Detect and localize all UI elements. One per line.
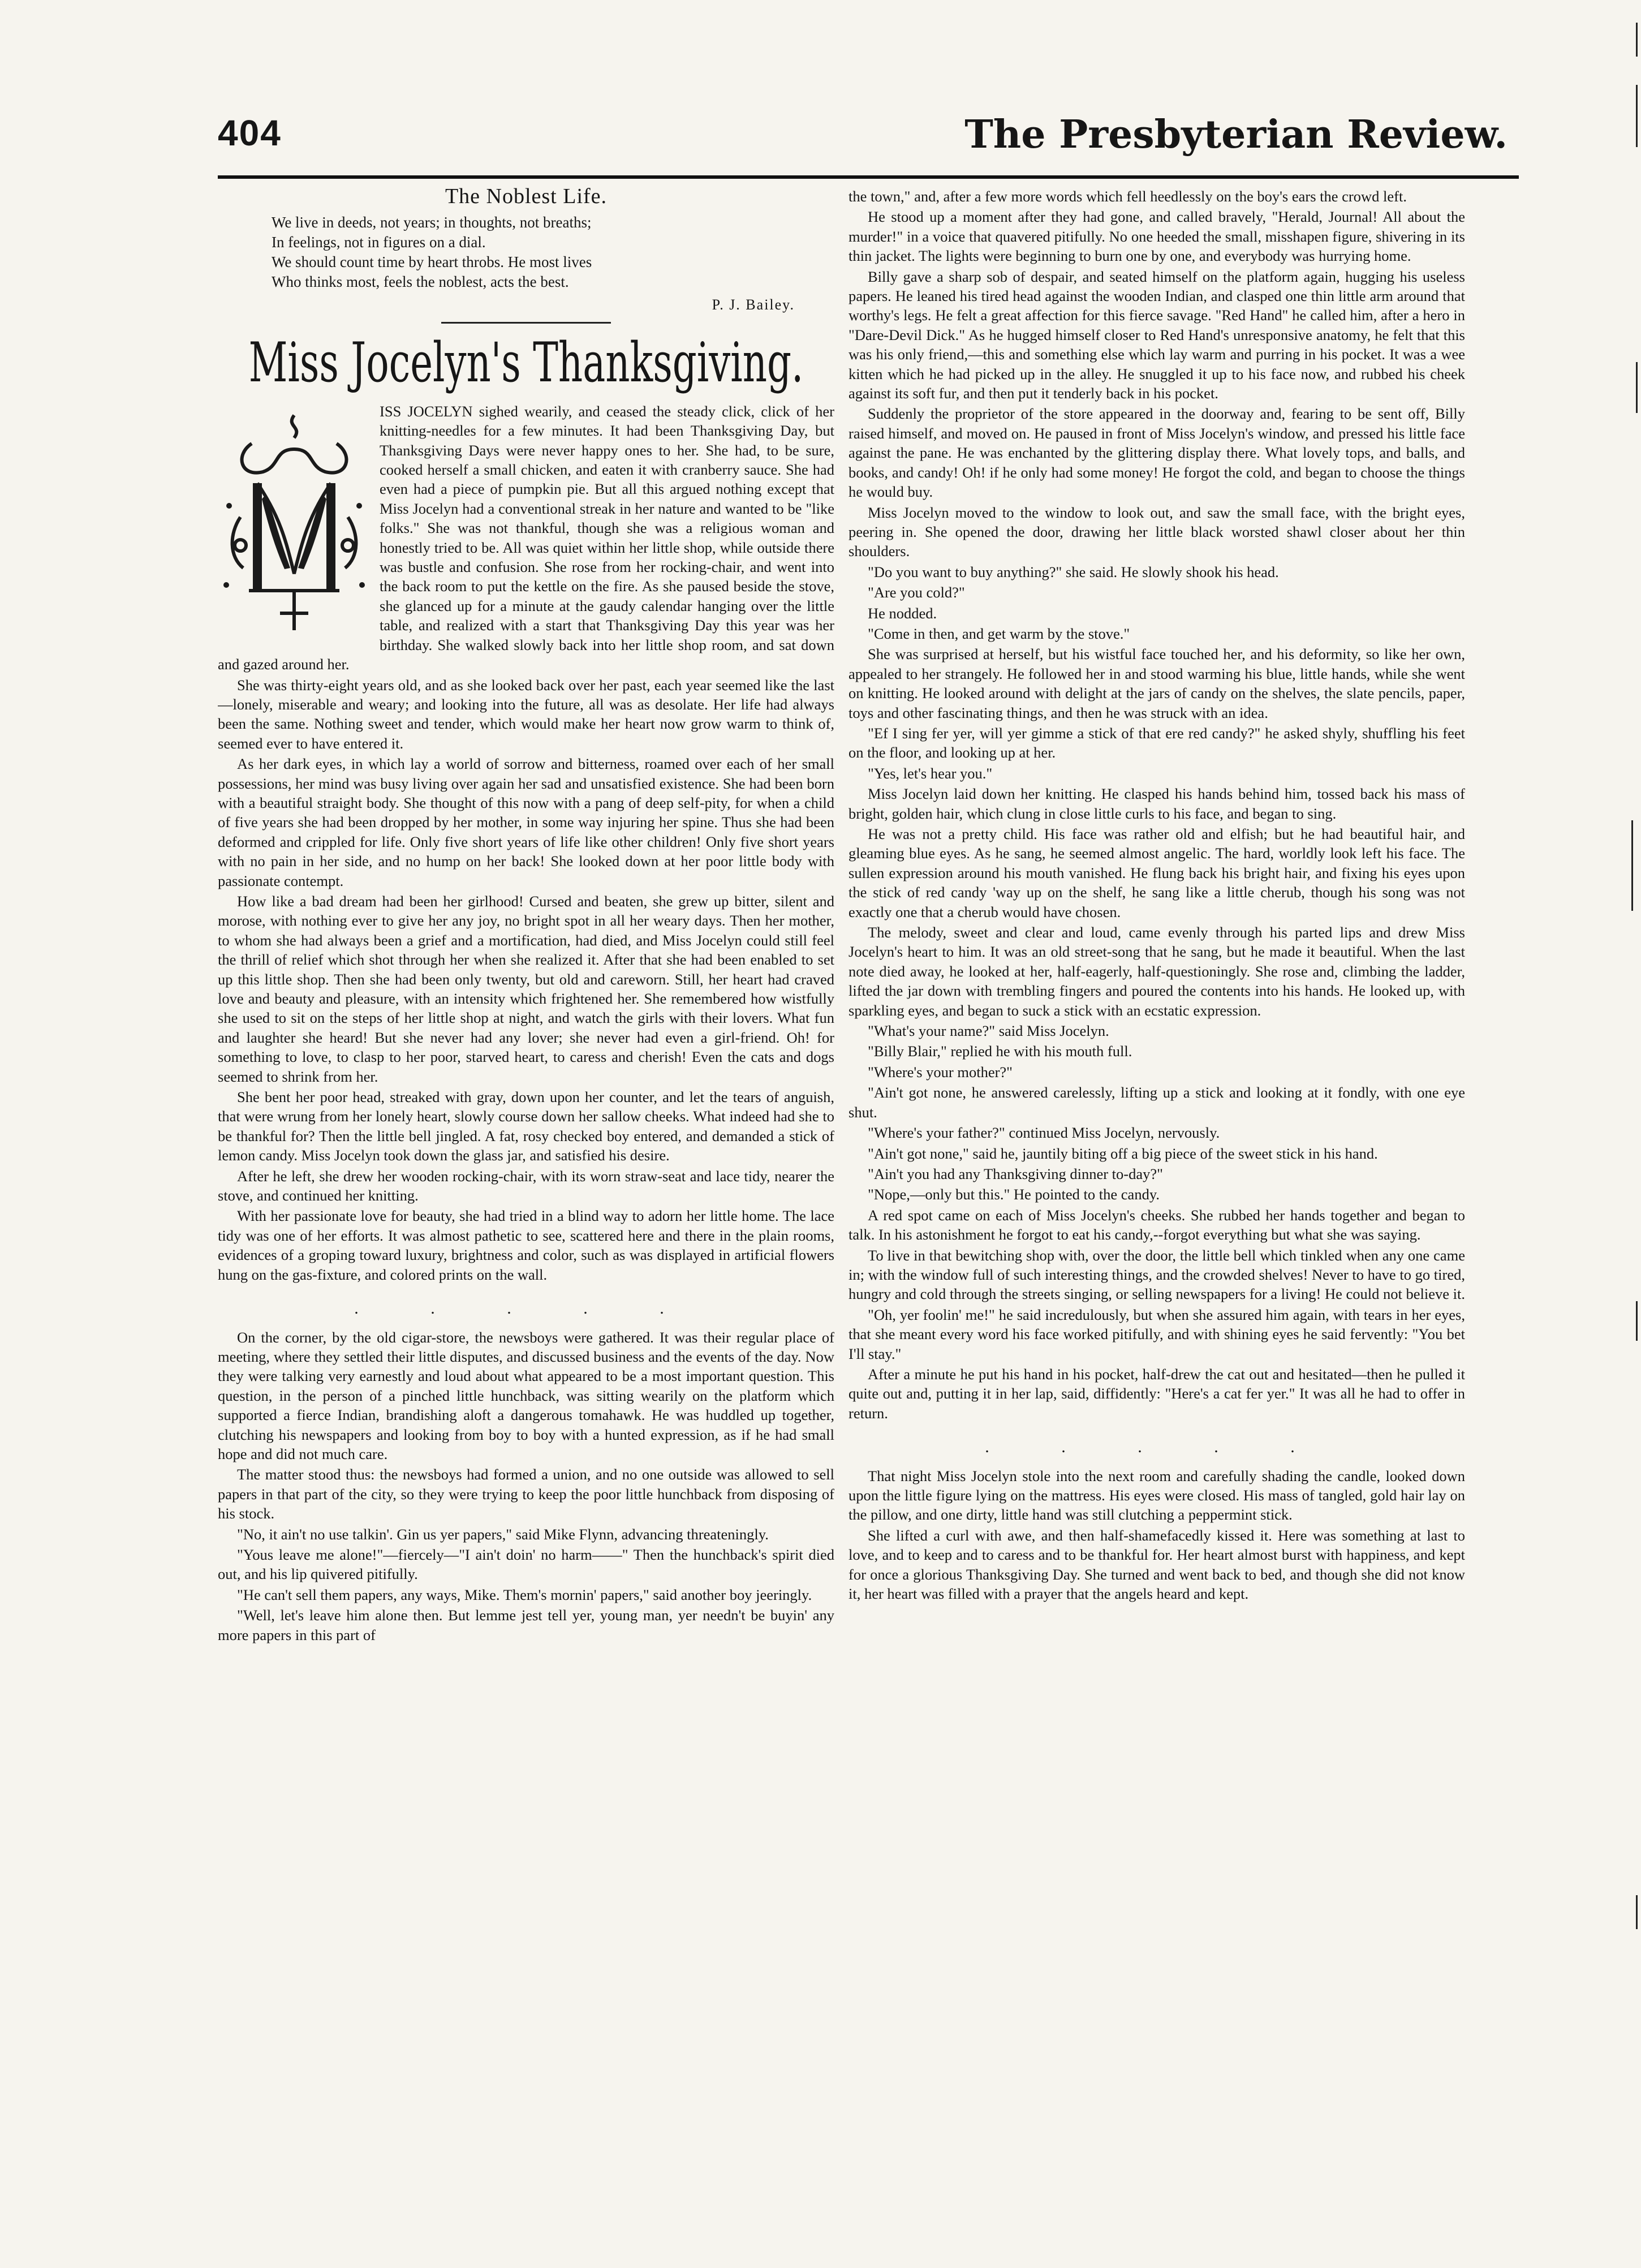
story-paragraph: After he left, she drew her wooden rocking-chair, with its worn straw-seat and lace tidy, nearer the stove, and continued her knitting. (218, 1167, 834, 1204)
story-paragraph: "Oh, yer foolin' me!" he said incredulously, but when she assured him again, with tears in her eyes, that she meant every word his face worked pitifully, and with shining eyes he said fervently: "You bet I'll stay." (849, 1306, 1465, 1362)
poem-body (218, 213, 834, 292)
story-paragraph: How like a bad dream had been her girlhood! Cursed and beaten, she grew up bitter, silent and morose, with nothing ever to give her any joy, no bright spot in all her weary days. Then her mother, to whom she had always been a grief and a mortification, had died, and Miss Jocelyn could still feel the thrill of relief which shot through her when she realized it. After that she had been enabled to set up this little shop. Then she had been only twenty, but old and careworn. Still, her heart had craved love and beauty and pleasure, with an intensity which frightened her. She remembered how wistfully she used to sit on the steps of her little shop at night, and watch the girls with their lovers. What fun and laughter she heard! But she never had any lover; she never had even a girl-friend. Oh! for something to love, to clasp to her poor, starved heart, to caress and cherish! Even the cats and dogs seemed to shrink from her. (218, 892, 834, 1085)
story-paragraph: She bent her poor head, streaked with gray, down upon her counter, and let the tears of anguish, that were wrung from her lonely heart, slowly course down her sallow cheeks. What indeed had she to be thankful for? Then the little bell jingled. A fat, rosy checked boy entered, and demanded a stick of lemon candy. Miss Jocelyn took down the glass jar, and satisfied his desire. (218, 1088, 834, 1164)
story-paragraph: A red spot came on each of Miss Jocelyn's cheeks. She rubbed her hands together and began to talk. In his astonishment he forgot to eat his candy,--forgot everything but what she was saying. (849, 1206, 1465, 1243)
story-paragraph: The matter stood thus: the newsboys had formed a union, and no one outside was allowed to sell papers in that part of the city, so they were trying to keep the poor little hunchback from disposing of his stock. (218, 1466, 834, 1522)
poem-line: Who thinks most, feels the noblest, acts the best. (272, 273, 569, 291)
journal-title: The Presbyterian Review. (964, 112, 1508, 157)
page-number: 404 (218, 113, 282, 153)
story-paragraph: "Yous leave me alone!"—fiercely—"I ain't doin' no harm——" Then the hunchback's spirit died out, and his lip quivered pitifully. (218, 1546, 834, 1583)
page-edge-marks (1618, 0, 1641, 2268)
poem-author: P. J. Bailey. (712, 296, 795, 313)
story-paragraph: "Nope,—only but this." He pointed to the candy. (868, 1186, 1160, 1203)
story-paragraph: On the corner, by the old cigar-store, the newsboys were gathered. It was their regular place of meeting, where they settled their little disputes, and discussed business and the events of the day. Now they were talking very earnestly and loud about what appeared to be a most important question. This question, in the person of a pinched little hunchback, was sitting wearily on the platform which supported a fierce Indian, brandishing aloft a dangerous tomahawk. He was huddled up together, clutching his newspapers and looking from boy to boy with a hunted expression, as if he had small hope and did not much care. (218, 1328, 834, 1462)
story-paragraph: He stood up a moment after they had gone, and called bravely, "Herald, Journal! All about the murder!" in a voice that quavered pitifully. No one heeded the small, misshapen figure, shivering in its thin jacket. The lights were beginning to burn one by one, and everybody was hurrying home. (849, 208, 1465, 265)
poem-line: In feelings, not in figures on a dial. (272, 234, 486, 251)
story-paragraph: ISS JOCELYN sighed wearily, and ceased the steady click, click of her knitting-needles for a few minutes. It had been Thanksgiving Day, but Thanksgiving Days were never happy ones to her. She had, to be sure, cooked herself a small chicken, and eaten it with cranberry sauce. She had even had a piece of pumpkin pie. But all this argued nothing except that Miss Jocelyn had a conventional streak in her nature and wanted to be "like folks." She was not thankful, though she was a religious woman and honestly tried to be. All was quiet within her little shop, while outside there was bustle and confusion. She rose from her rocking-chair, and went into the back room to put the kettle on the fire. As she paused beside the stove, she glanced up for a minute at the gaudy calendar hanging over the little table, and realized with a start that Thanksgiving Day this year was her birthday. She walked slowly back into her little shop room, and sat down and gazed around her. (218, 402, 834, 673)
ornamental-initial-m-icon (218, 404, 371, 636)
section-break: . . . . . (354, 1299, 698, 1318)
story-paragraph: "Well, let's leave him alone then. But lemme jest tell yer, young man, yer needn't be buyin' any more papers in this part of (218, 1607, 834, 1643)
story-paragraph: That night Miss Jocelyn stole into the next room and carefully shading the candle, looked down upon the little figure lying on the mattress. His eyes were closed. His mass of tangled, gold hair lay on the pillow, and one dirty, little hand was still clutching a peppermint stick. (849, 1467, 1465, 1524)
story-paragraph: With her passionate love for beauty, she had tried in a blind way to adorn her little home. The lace tidy was one of her efforts. It was almost pathetic to see, scattered here and there in the plain rooms, evidences of a groping toward luxury, brightness and color, such as was displayed in artificial flowers hung on the gas-fixture, and colored prints on the wall. (218, 1207, 834, 1283)
poem-line: We live in deeds, not years; in thoughts, not breaths; (272, 214, 592, 231)
left-column (218, 187, 834, 2218)
poem-title: The Noblest Life. (445, 187, 608, 208)
story-paragraph: "Ef I sing fer yer, will yer gimme a stick of that ere red candy?" he asked shyly, shuffling his feet on the floor, and looking up at her. (849, 724, 1465, 761)
divider-rule (441, 322, 611, 324)
story-paragraph: "Where's your mother?" (868, 1063, 1013, 1081)
story-paragraph: The melody, sweet and clear and loud, came evenly through his parted lips and drew Miss Jocelyn's heart to him. It was an old street-song that he sang, but he made it beautiful. When the last note died away, he looked at her, half-eagerly, half-questioningly. She rose and, climbing the ladder, lifted the jar down with trembling fingers and poured the contents into his hands. He looked up, with sparkling eyes, and began to suck a stick with an ecstatic expression. (849, 924, 1465, 1019)
story-paragraph: "Ain't got none, he answered carelessly, lifting up a stick and looking at it fondly, with one eye shut. (849, 1084, 1465, 1121)
story-paragraph: He was not a pretty child. His face was rather old and elfish; but he had beautiful hair, and gleaming blue eyes. As he sang, he seemed almost angelic. The hard, worldly look left his face. The sullen expression around his mouth vanished. He flung back his bright hair, and fixing his eyes upon the stick of red candy 'way up on the shelf, he sang like a little cherub, though his song was not exactly one that a cherub would have chosen. (849, 825, 1465, 920)
story-paragraph: Suddenly the proprietor of the store appeared in the doorway and, fearing to be sent off, Billy raised himself, and moved on. He paused in front of Miss Jocelyn's window, and pressed his little face against the pane. He was enchanted by the glittering display there. What lovely tops, and balls, and books, and candy! Oh! if he only had some money! He forgot the cold, and began to choose the things he would buy. (849, 405, 1465, 501)
story-paragraph: "Come in then, and get warm by the stove." (868, 625, 1130, 642)
story-paragraph: Billy gave a sharp sob of despair, and seated himself on the platform again, hugging his useless papers. He leaned his tired head against the wooden Indian, and clasped one thin little arm around that worthy's legs. He felt a great affection for this fierce savage. "Red Hand" he called him, after a hero in "Dare-Devil Dick." As he hugged himself closer to Red Hand's unresponsive anatomy, he felt that this was his only friend,—this and something else which lay warm and purring in his pocket. It was a wee kitten which he had picked up in the alley. He snuggled it up to his face now, and rubbed his cheek against its soft fur, and then put it tenderly back in his pocket. (849, 268, 1465, 402)
story-paragraph: "Are you cold?" (868, 584, 965, 601)
story-paragraph: Miss Jocelyn laid down her knitting. He clasped his hands behind him, tossed back his mass of bright, golden hair, which clung in close little curls to his face, and began to sing. (849, 785, 1465, 822)
page-header (218, 107, 1519, 179)
story-paragraph: "Billy Blair," replied he with his mouth full. (868, 1043, 1132, 1060)
story-paragraph: To live in that bewitching shop with, over the door, the little bell which tinkled when any one came in; with the window full of such interesting things, and the crowded shelves! Never to have to go tired, hungry and cold through the streets singing, or selling newspapers for a living! He could not believe it. (849, 1246, 1465, 1303)
right-column (849, 187, 1465, 2218)
story-paragraph: Miss Jocelyn moved to the window to look out, and saw the small face, with the bright eyes, peering in. She opened the door, drawing her little black worsted shawl closer about her thin shoulders. (849, 503, 1465, 560)
story-paragraph: "Ain't got none," said he, jauntily biting off a big piece of the sweet stick in his hand. (868, 1144, 1378, 1162)
story-paragraph: the town," and, after a few more words which fell heedlessly on the boy's ears the crowd left. (849, 188, 1407, 205)
story-paragraph: After a minute he put his hand in his pocket, half-drew the cat out and hesitated—then he pulled it quite out and, putting it in her lap, said, diffidently: "Here's a cat fer yer." It was all he had to offer in return. (849, 1365, 1465, 1422)
story-paragraph: "He can't sell them papers, any ways, Mike. Them's mornin' papers," said another boy jeeringly. (237, 1586, 812, 1603)
poem-block (218, 187, 834, 315)
story-title: Miss Jocelyn's Thanksgiving. (248, 330, 804, 394)
story-paragraph: "Where's your father?" continued Miss Jocelyn, nervously. (868, 1124, 1220, 1142)
story-paragraph: She lifted a curl with awe, and then half-shamefacedly kissed it. Here was something at last to love, and to keep and to caress and to be thankful for. Her heart almost burst with happiness, and kept for once a glorious Thanksgiving Day. She turned and went back to bed, and though she did not know it, her heart was filled with a prayer that the angels heard and kept. (849, 1526, 1465, 1603)
story-paragraph: She was surprised at herself, but his wistful face touched her, and his deformity, so like her own, appealed to her strangely. He followed her in and stood warming his blue, little hands, while she went on knitting. He looked around with delight at the jars of candy on the shelves, the slate pencils, paper, toys and other fascinating things, and then he was struck with an idea. (849, 645, 1465, 721)
story-paragraph: She was thirty-eight years old, and as she looked back over her past, each year seemed like the last—lonely, miserable and weary; and looking into the future, all was as desolate. Her life had always been the same. Nothing sweet and tender, which would make her heart now grow warm to think of, seemed ever to have entered it. (218, 676, 834, 752)
story-paragraph: "No, it ain't no use talkin'. Gin us yer papers," said Mike Flynn, advancing threateningly. (237, 1525, 769, 1543)
story-paragraph: As her dark eyes, in which lay a world of sorrow and bitterness, roamed over each of her small possessions, her mind was busy living over again her sad and unsatisfied existence. She had been born with a beautiful straight body. She thought of this now with a pang of deep self-pity, for when a child of five years she had been dropped by her mother, in some way injuring her spine. Thus she had been deformed and crippled for life. Only five short years of life like other children! Only five short years with no pain in her side, and no hump on her back! She looked down at her poor little body with passionate contempt. (218, 755, 834, 889)
poem-line: We should count time by heart throbs. He most lives (272, 253, 592, 271)
story-paragraph: "Ain't you had any Thanksgiving dinner to-day?" (868, 1165, 1163, 1182)
story-paragraph: "Yes, let's hear you." (868, 764, 993, 782)
story-paragraph: "What's your name?" said Miss Jocelyn. (868, 1022, 1109, 1040)
section-break: . . . . . (985, 1438, 1329, 1457)
story-paragraph: "Do you want to buy anything?" she said. He slowly shook his head. (868, 563, 1279, 580)
story-paragraph: He nodded. (868, 604, 937, 622)
